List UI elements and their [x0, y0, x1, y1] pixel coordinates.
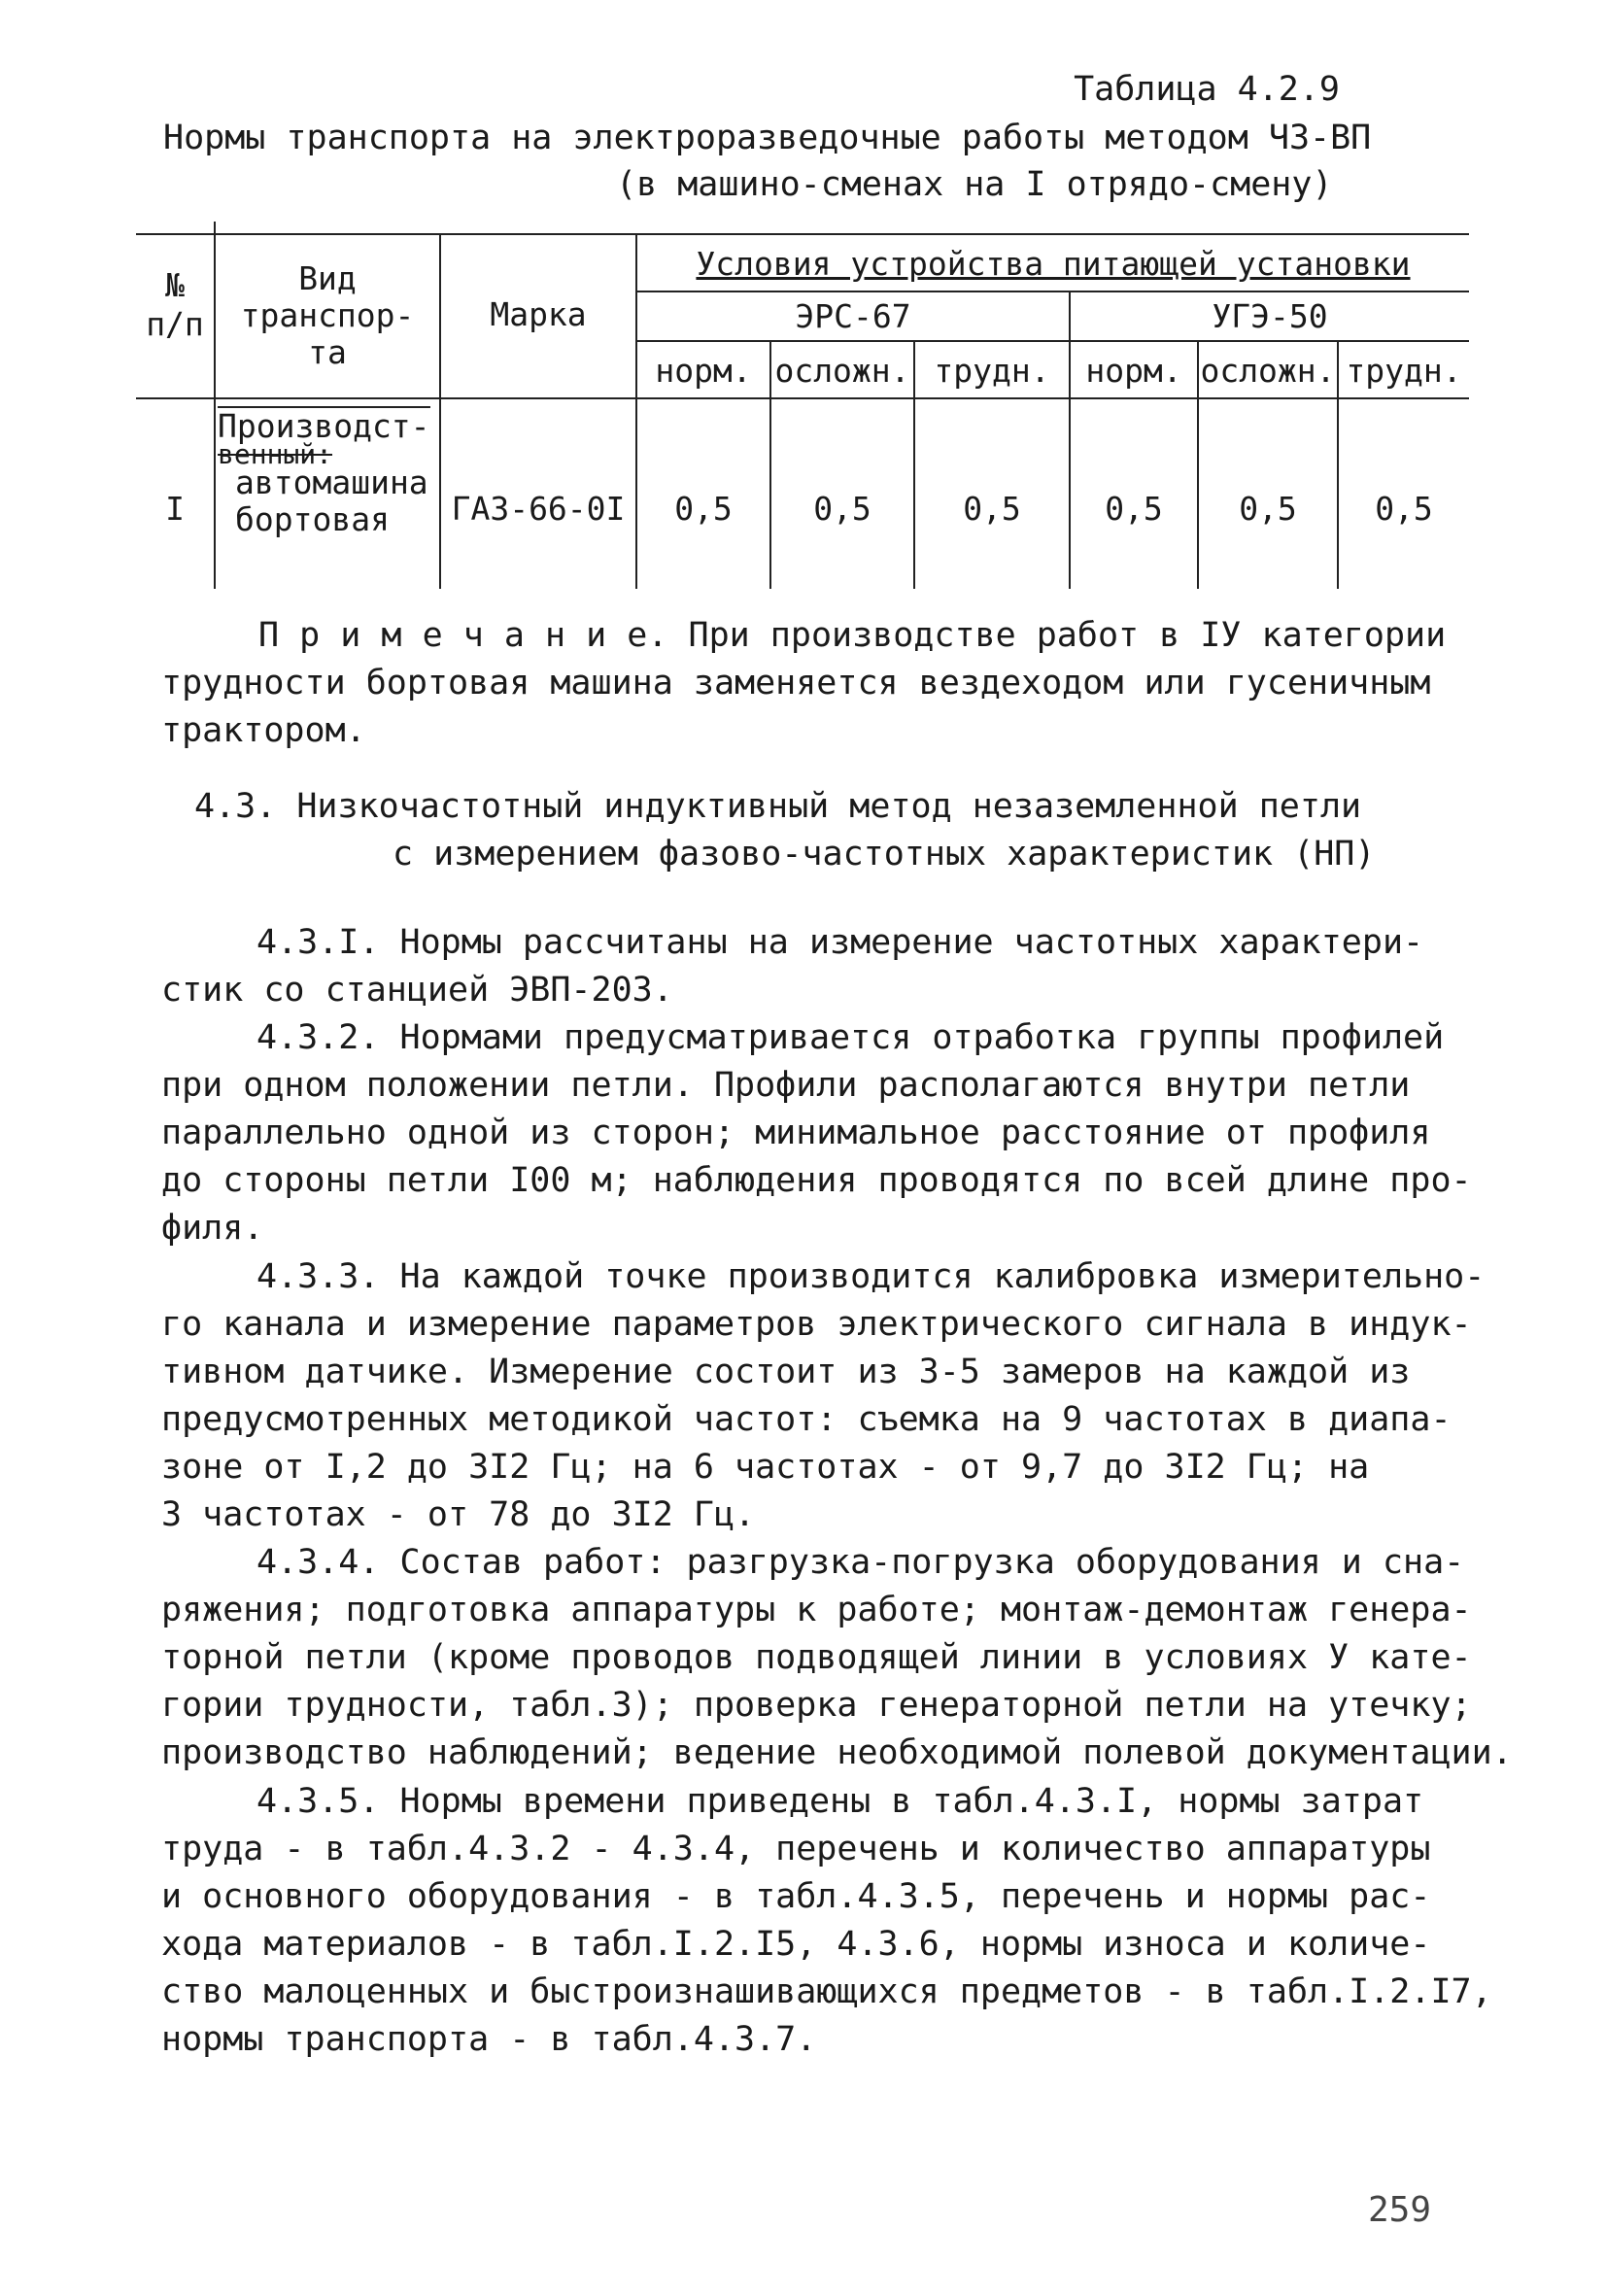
header-vid	[216, 260, 439, 371]
paragraph-line: 4.3.I. Нормы рассчитаны на измерение частотных характери-	[256, 923, 1424, 962]
row-value-uge-norm: 0,5	[1105, 490, 1163, 528]
section-title-line1: 4.3. Низкочастотный индуктивный метод незаземленной петли	[194, 787, 1362, 826]
paragraph-line: ство малоценных и быстроизнашивающихся предметов - в табл.I.2.I7,	[161, 1972, 1492, 2011]
header-vid-line2: транспор-	[240, 296, 415, 334]
paragraph-line: предусмотренных методикой частот: съемка на 9 частотах в диапа-	[161, 1400, 1452, 1439]
header-uge: УГЭ-50	[1212, 297, 1328, 335]
header-vid-line1: Вид	[298, 259, 357, 297]
paragraph-line: 4.3.5. Нормы времени приведены в табл.4.3.I, нормы затрат	[256, 1782, 1424, 1821]
row-value-erc-norm: 0,5	[674, 490, 733, 528]
paragraph-4-3-2	[161, 1014, 1472, 1252]
table-caption-title: Нормы транспорта на электроразведочные работы методом ЧЗ-ВП	[163, 119, 1372, 157]
subheader-oslozhn: осложн.	[774, 352, 910, 390]
paragraph-line: го канала и измерение параметров электрического сигнала в индук-	[161, 1305, 1472, 1344]
paragraph-line: ряжения; подготовка аппаратуры к работе; монтаж-демонтаж генера-	[161, 1591, 1472, 1629]
paragraph-line: тивном датчике. Измерение состоит из 3-5 замеров на каждой из	[161, 1353, 1411, 1391]
paragraph-line: филя.	[161, 1209, 264, 1248]
paragraph-line: производство наблюдений; ведение необходимой полевой документации.	[161, 1733, 1513, 1772]
section-title-line2: с измерением фазово-частотных характеристик (НП)	[393, 835, 1376, 874]
header-vid-line3: та	[308, 333, 347, 371]
subheader-trudn-2: трудн.	[1346, 352, 1462, 390]
page-number: 259	[1367, 2190, 1431, 2230]
paragraph-line: стик со станцией ЭВП-203.	[161, 971, 673, 1010]
paragraph-line: и основного оборудования - в табл.4.3.5, перечень и нормы рас-	[161, 1877, 1431, 1916]
row-vid-line1: Производст-	[218, 407, 430, 445]
paragraph-line: торной петли (кроме проводов подводящей линии в условиях У кате-	[161, 1638, 1472, 1677]
row-value-uge-oslozhn: 0,5	[1239, 490, 1297, 528]
row-vid-line4: бортовая	[235, 500, 390, 538]
row-num: I	[165, 490, 185, 528]
header-erc: ЭРС-67	[795, 297, 911, 335]
paragraph-line: 3 частотах - от 78 до 3I2 Гц.	[161, 1495, 756, 1534]
paragraph-line: хода материалов - в табл.I.2.I5, 4.3.6, нормы износа и количе-	[161, 1925, 1431, 1964]
subheader-norm-2: норм.	[1085, 352, 1182, 390]
header-conditions: Условия устройства питающей установки	[696, 245, 1411, 283]
subheader-norm: норм.	[655, 352, 752, 390]
paragraph-line: до стороны петли I00 м; наблюдения проводятся по всей длине про-	[161, 1161, 1472, 1200]
header-num-line2: п/п	[146, 305, 204, 343]
paragraph-line: 4.3.3. На каждой точке производится калибровка измерительно-	[256, 1257, 1486, 1296]
row-vid-line3: автомашина	[235, 463, 428, 501]
subheader-trudn: трудн.	[934, 352, 1050, 390]
header-marka: Марка	[490, 295, 587, 333]
note-line: П р и м е ч а н и е. При производстве работ в IУ категории	[258, 616, 1447, 655]
paragraph-4-3-4	[161, 1539, 1513, 1777]
note-line: трактором.	[161, 711, 366, 750]
paragraph-line: нормы транспорта - в табл.4.3.7.	[161, 2020, 817, 2059]
row-vid-line2: венный:	[218, 438, 333, 470]
header-num-line1: №	[165, 266, 185, 304]
subheader-oslozhn-2: осложн.	[1200, 352, 1336, 390]
row-value-uge-trudn: 0,5	[1375, 490, 1433, 528]
paragraph-line: при одном положении петли. Профили располагаются внутри петли	[161, 1066, 1411, 1105]
paragraph-line: 4.3.4. Состав работ: разгрузка-погрузка оборудования и сна-	[256, 1543, 1465, 1582]
row-vid	[218, 406, 439, 538]
table-note	[161, 612, 1453, 755]
table-number: Таблица 4.2.9	[1074, 70, 1340, 109]
paragraph-line: гории трудности, табл.3); проверка генераторной петли на утечку;	[161, 1686, 1472, 1725]
section-title	[161, 783, 1453, 878]
note-line: трудности бортовая машина заменяется вездеходом или гусеничным	[161, 664, 1431, 703]
paragraph-line: параллельно одной из сторон; минимальное расстояние от профиля	[161, 1114, 1431, 1152]
table-caption-units: (в машино-сменах на I отрядо-смену)	[616, 165, 1333, 204]
paragraph-4-3-3	[161, 1253, 1486, 1539]
paragraph-line: зоне от I,2 до 3I2 Гц; на 6 частотах - от 9,7 до 3I2 Гц; на	[161, 1448, 1370, 1487]
row-marka: ГАЗ-66-0I	[451, 490, 626, 528]
paragraph-line: труда - в табл.4.3.2 - 4.3.4, перечень и количество аппаратуры	[161, 1830, 1431, 1868]
header-num	[136, 266, 214, 344]
paragraph-4-3-1	[161, 919, 1453, 1014]
row-value-erc-oslozhn: 0,5	[813, 490, 871, 528]
row-value-erc-trudn: 0,5	[963, 490, 1021, 528]
paragraph-line: 4.3.2. Нормами предусматривается отработка группы профилей	[256, 1018, 1445, 1057]
paragraph-4-3-5	[161, 1778, 1492, 2064]
transport-norms-table	[136, 233, 1469, 589]
